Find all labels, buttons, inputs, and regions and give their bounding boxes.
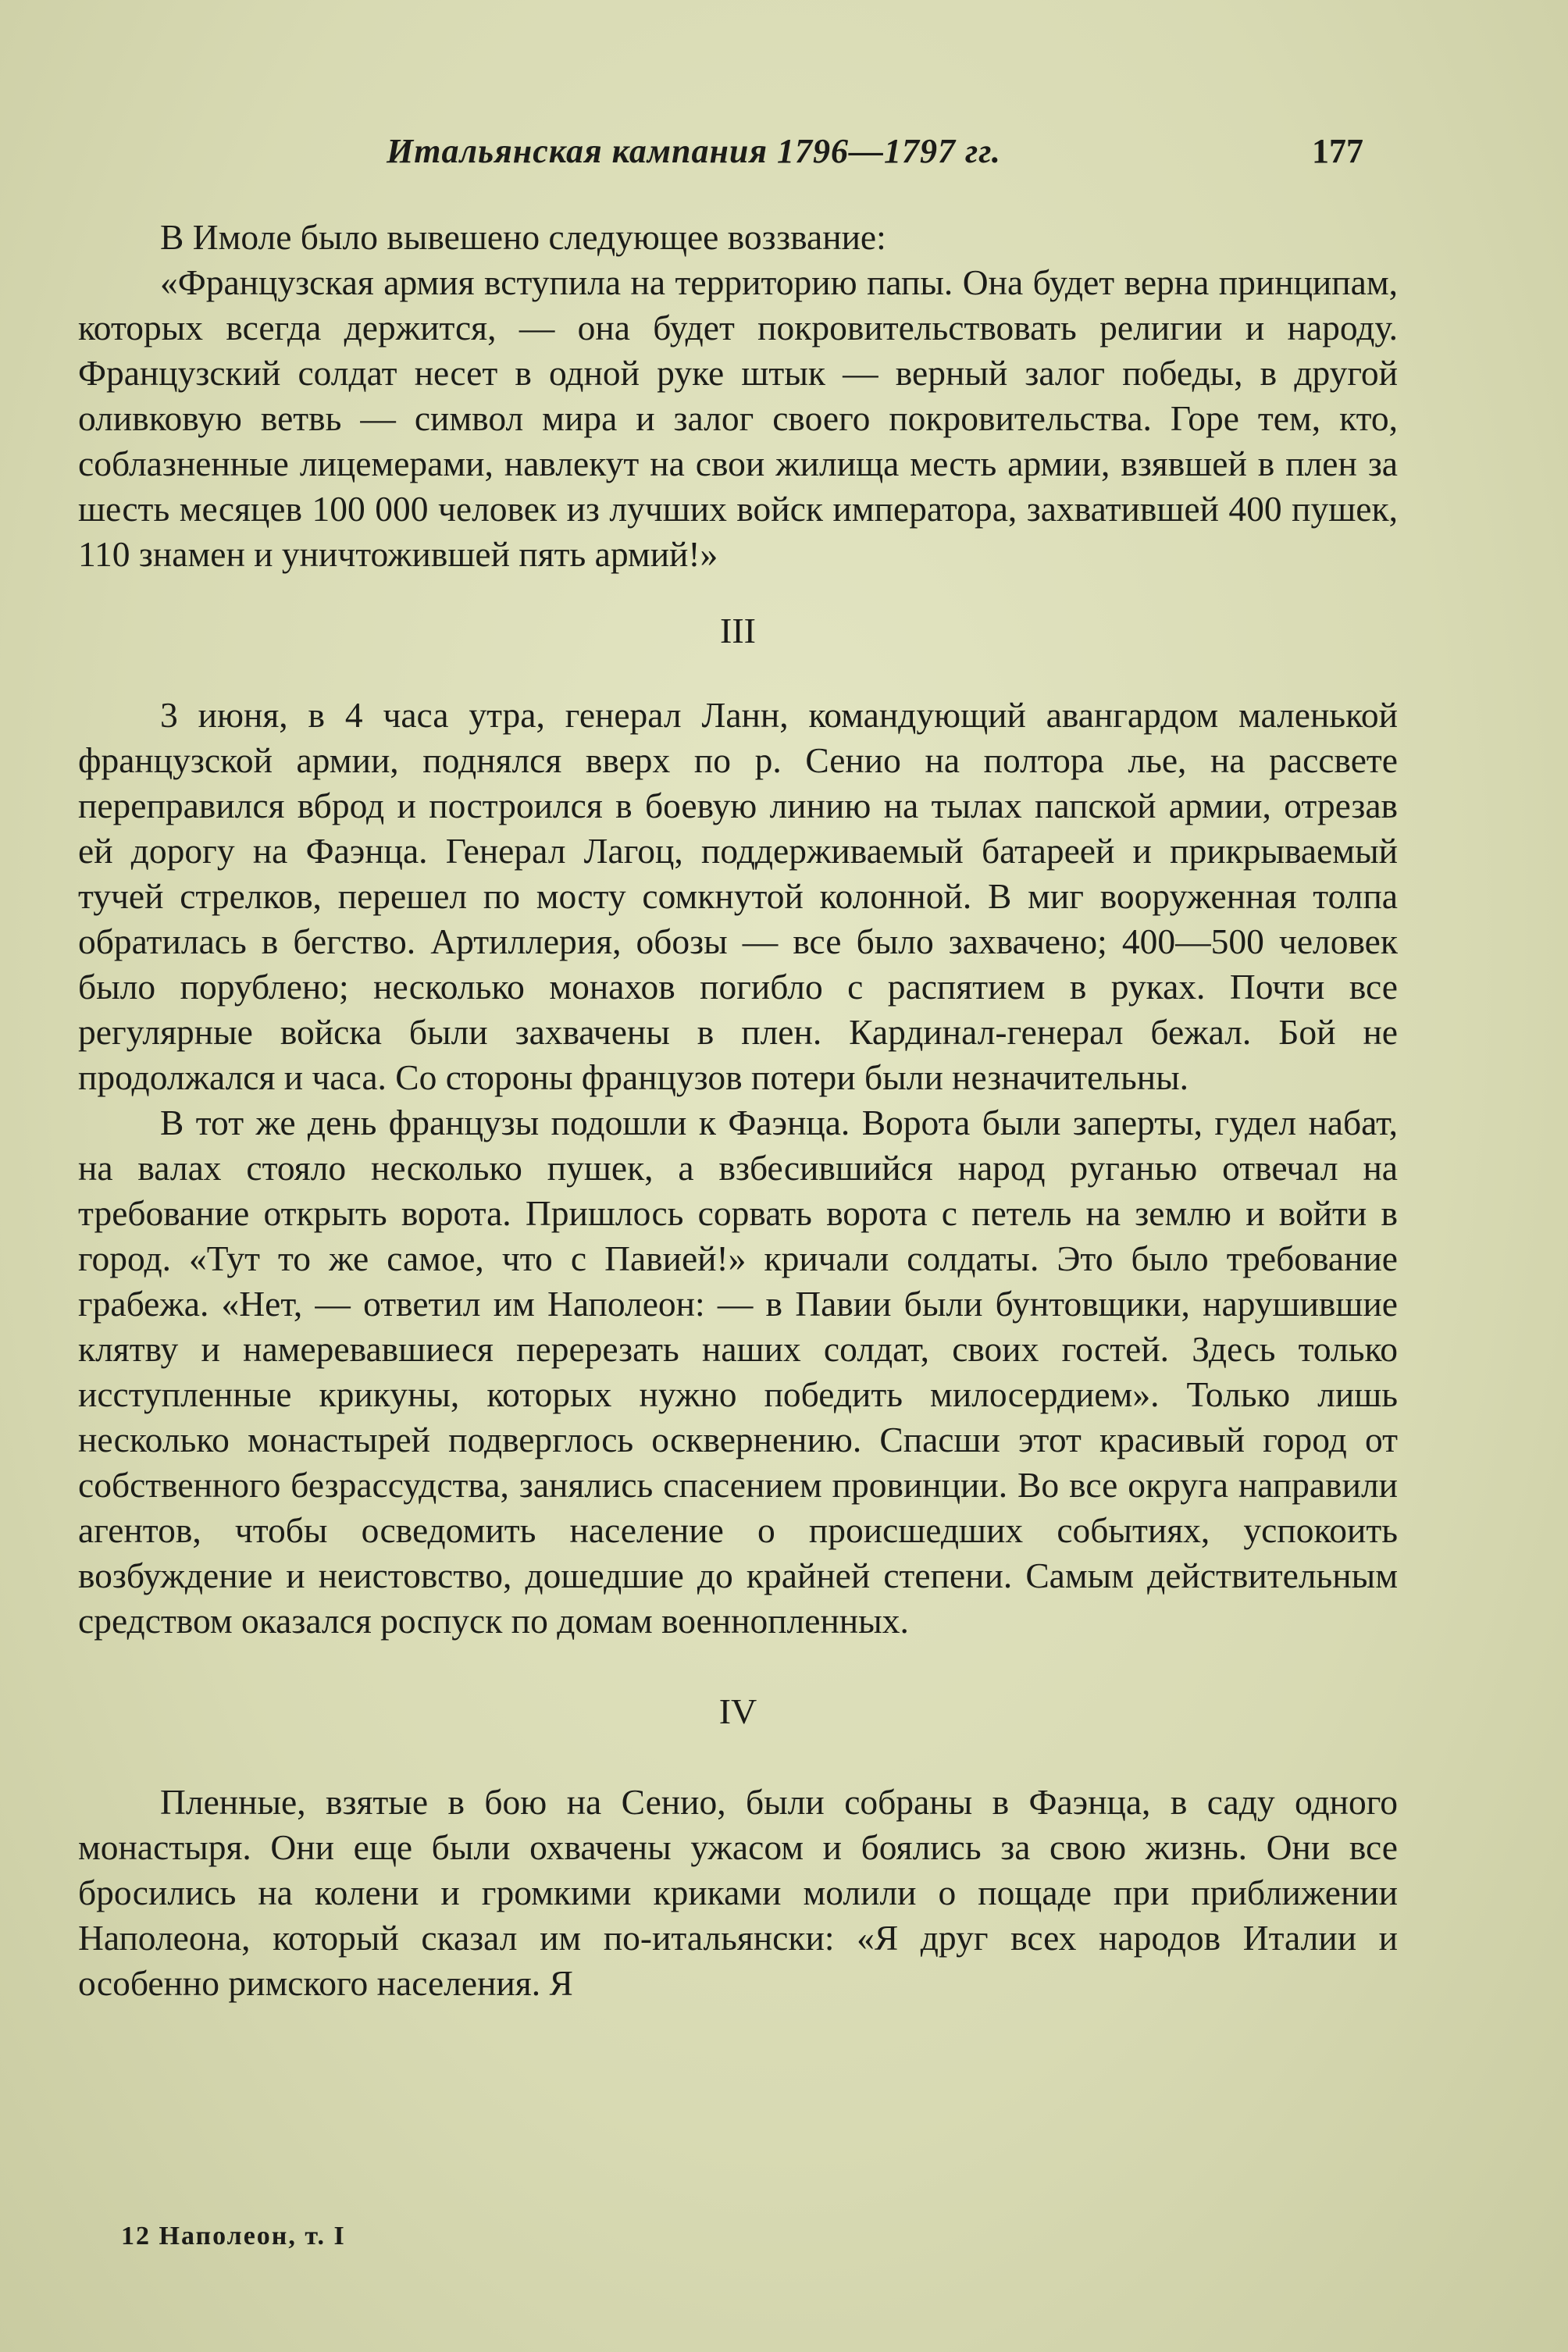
paragraph: В тот же день французы подошли к Фаэнца. Ворота были заперты, гудел набат, на валах стояло несколько пушек, а взбесившийся народ руганью отвечал на требование открыть ворота. Пришлось сорвать ворота с петель на землю и войти в город. «Тут то же самое, что с Павией!» кричали солдаты. Это было требование грабежа. «Нет, — ответил им Наполеон: — в Павии были бунтовщики, нарушившие клятву и намеревавшиеся перерезать наших солдат, своих гостей. Здесь только исступленные крикуны, которых нужно победить милосердием». Только лишь несколько монастырей подверглось осквернению. Спасши этот красивый город от собственного безрассудства, занялись спасением провинции. Во все округа направили агентов, чтобы осведомить население о происшедших событиях, успокоить возбуждение и неистовство, дошедшие до крайней степени. Самым действительным средством оказался роспуск по домам военнопленных. — [78, 1103, 1398, 1641]
section-heading-4: IV — [718, 1691, 757, 1731]
page-header — [0, 131, 1568, 178]
paragraph: «Французская армия вступила на территорию папы. Она будет верна принципам, которых всегда держится, — она будет покровительствовать религии и народу. Французский солдат несет в одной руке штык — верный залог победы, в другой оливковую ветвь — символ мира и залог своего покровительства. Горе тем, кто, соблазненные лицемерами, навлекут на свои жилища месть армии, взявшей в плен за шесть месяцев 100 000 человек из лучших войск императора, захватившей 400 пушек, 110 знамен и уничтожившей пять армий!» — [78, 262, 1398, 574]
footer-signature: 12 Наполеон, т. I — [121, 2222, 346, 2250]
paragraph: 3 июня, в 4 часа утра, генерал Ланн, командующий авангардом маленькой французской армии, поднялся вверх по р. Сенио на полтора лье, на рассвете переправился вброд и построился в боевую линию на тылах папской армии, отрезав ей дорогу на Фаэнца. Генерал Лагоц, поддерживаемый батареей и прикрываемый тучей стрелков, перешел по мосту сомкнутой колонной. В миг вооруженная толпа обратилась в бегство. Артиллерия, обозы — все было захвачено; 400—500 человек было порублено; несколько монахов погибло с распятием в руках. Почти все регулярные войска были захвачены в плен. Кардинал-генерал бежал. Бой не продолжался и часа. Со стороны французов потери были незначительны. — [78, 695, 1398, 1097]
paragraph: В Имоле было вывешено следующее воззвание: — [160, 217, 886, 257]
page-number: 177 — [1312, 132, 1363, 170]
paragraph: Пленные, взятые в бою на Сенио, были собраны в Фаэнца, в саду одного монастыря. Они еще были охвачены ужасом и боялись за свою жизнь. Они все бросились на колени и громкими криками молили о пощаде при приближении Наполеона, который сказал им по-итальянски: «Я друг всех народов Италии и особенно римского населения. Я — [78, 1782, 1398, 2003]
section-heading-3: III — [720, 611, 756, 650]
running-title: Итальянская кампания 1796—1797 гг. — [387, 132, 1001, 170]
body-text — [78, 215, 1398, 2006]
